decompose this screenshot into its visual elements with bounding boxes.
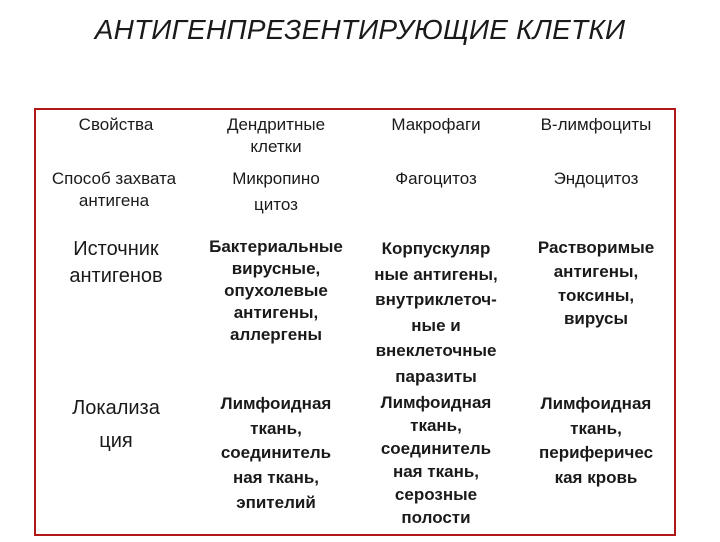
header-properties: Свойства [78, 115, 154, 134]
header-dendritic-label: Дендритные клетки [226, 115, 326, 157]
header-macrophages: Макрофаги [391, 115, 481, 134]
row-location-macrophages [356, 392, 516, 542]
row-location-b-lymphocytes [516, 392, 676, 542]
row-source-macrophages [356, 236, 516, 392]
row-capture-dendritic [196, 166, 356, 234]
header-b-lymphocytes: В-лимфоциты [540, 115, 652, 134]
row-source-dendritic [196, 236, 356, 392]
properties-table [34, 108, 676, 536]
row-location-dendritic-text: Лимфоидная ткань, соединитель ная ткань, эпителий [220, 394, 332, 512]
row-capture-property-text: Способ захвата антигена [51, 169, 177, 211]
row-source-property [36, 236, 196, 392]
row-source-macrophages-text: Корпускуляр ные антигены, внутриклеточ- ные и внеклеточные паразиты [374, 239, 498, 386]
row-capture-property [34, 168, 194, 236]
row-source-property-text: Источник антигенов [69, 238, 163, 287]
row-location-b-lymphocytes-text: Лимфоидная ткань, периферичес кая кровь [538, 394, 654, 487]
row-source-b-lymphocytes [516, 236, 676, 392]
row-capture-dendritic-text: Микропино цитоз [232, 169, 320, 215]
row-source-b-lymphocytes-text: Растворимые антигены, токсины, вирусы [537, 238, 655, 329]
page-title: АНТИГЕНПРЕЗЕНТИРУЮЩИЕ КЛЕТКИ [94, 14, 626, 45]
row-location-macrophages-text: Лимфоидная ткань, соединитель ная ткань, серозные полости [380, 393, 492, 527]
row-location-property-text: Локализа ция [72, 397, 160, 452]
row-capture-macrophages: Фагоцитоз [395, 169, 477, 188]
row-location-dendritic [196, 392, 356, 542]
header-dendritic [196, 114, 356, 168]
row-location-property [36, 392, 196, 542]
row-capture-b-lymphocytes: Эндоцитоз [553, 169, 639, 188]
row-source-dendritic-text: Бактериальные вирусные, опухолевые антигены, аллергены [209, 237, 343, 345]
